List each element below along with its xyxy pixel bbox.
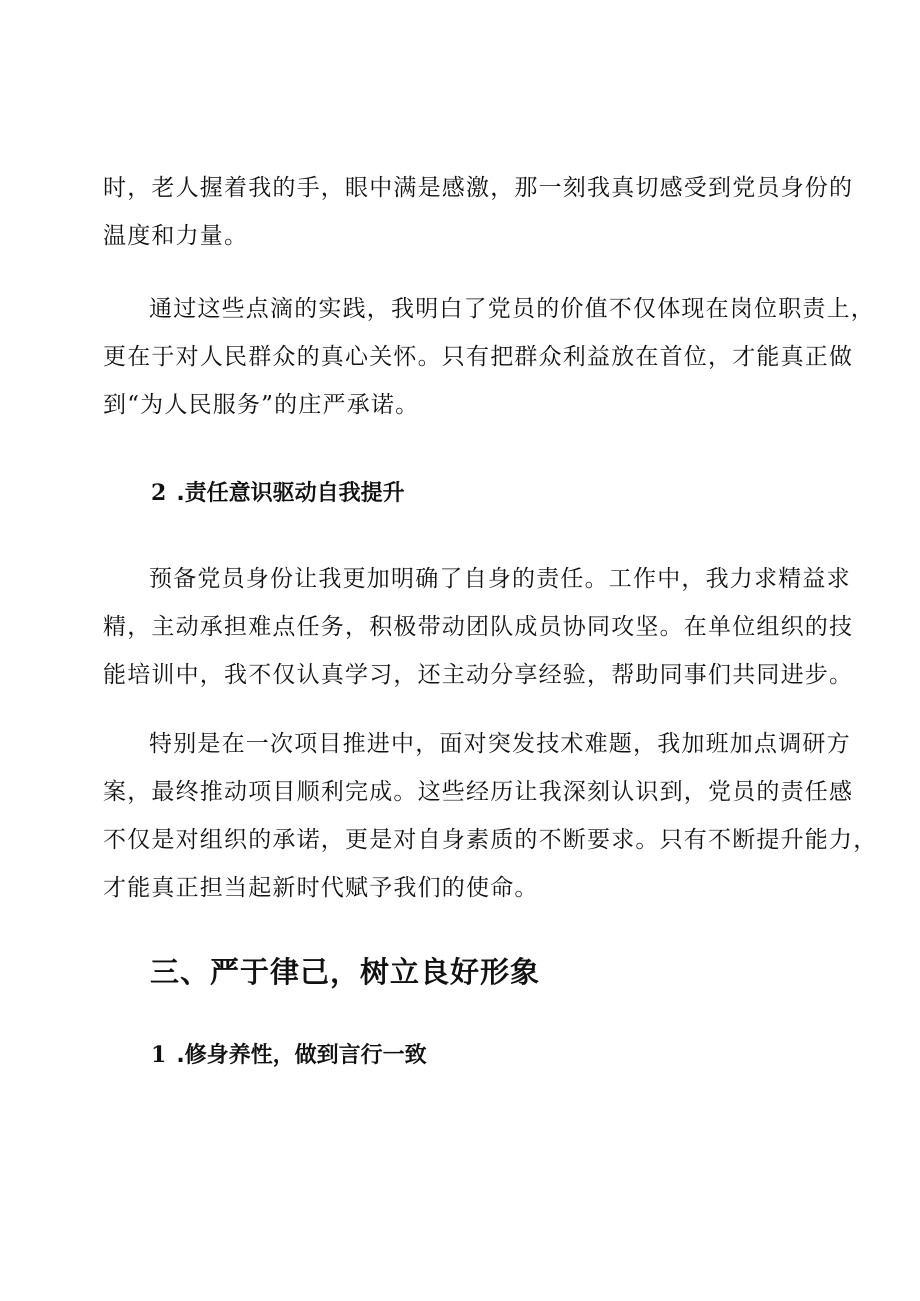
paragraph-line: 不仅是对组织的承诺，更是对自身素质的不断要求。只有不断提升能力， <box>103 827 878 853</box>
subheading-number: 2 <box>151 480 167 506</box>
paragraph-line: 到“为人民服务”的庄严承诺。 <box>103 392 420 418</box>
paragraph-line: 特别是在一次项目推进中，面对突发技术难题，我加班加点调研方 <box>149 731 851 757</box>
paragraph-line: 案，最终推动项目顺利完成。这些经历让我深刻认识到，党员的责任感 <box>103 779 854 805</box>
paragraph-line: 时，老人握着我的手，眼中满是感激，那一刻我真切感受到党员身份的 <box>103 175 854 201</box>
paragraph-project-experience <box>103 720 878 912</box>
subheading-number: 1 <box>151 1042 167 1068</box>
paragraph-line: 才能真正担当起新时代赋予我们的使命。 <box>103 875 539 901</box>
paragraph-responsibility <box>103 555 854 699</box>
subheading-responsibility <box>151 478 405 509</box>
section-title: 三、严于律己，树立良好形象 <box>150 955 541 989</box>
paragraph-line: 能培训中，我不仅认真学习，还主动分享经验，帮助同事们共同进步。 <box>103 662 854 688</box>
paragraph-line: 通过这些点滴的实践，我明白了党员的价值不仅体现在岗位职责上， <box>149 296 875 322</box>
subheading-text: .修身养性，做到言行一致 <box>176 1043 427 1068</box>
paragraph-line: 温度和力量。 <box>103 223 249 249</box>
paragraph-party-member-value <box>103 285 875 429</box>
paragraph-line: 精，主动承担难点任务，积极带动团队成员协同攻坚。在单位组织的技 <box>103 614 854 640</box>
paragraph-continuation <box>103 164 854 260</box>
paragraph-line: 预备党员身份让我更加明确了自身的责任。工作中，我力求精益求 <box>149 566 851 592</box>
subheading-text: .责任意识驱动自我提升 <box>176 481 405 506</box>
paragraph-line: 更在于对人民群众的真心关怀。只有把群众利益放在首位，才能真正做 <box>103 344 854 370</box>
subheading-self-cultivation <box>151 1040 427 1071</box>
